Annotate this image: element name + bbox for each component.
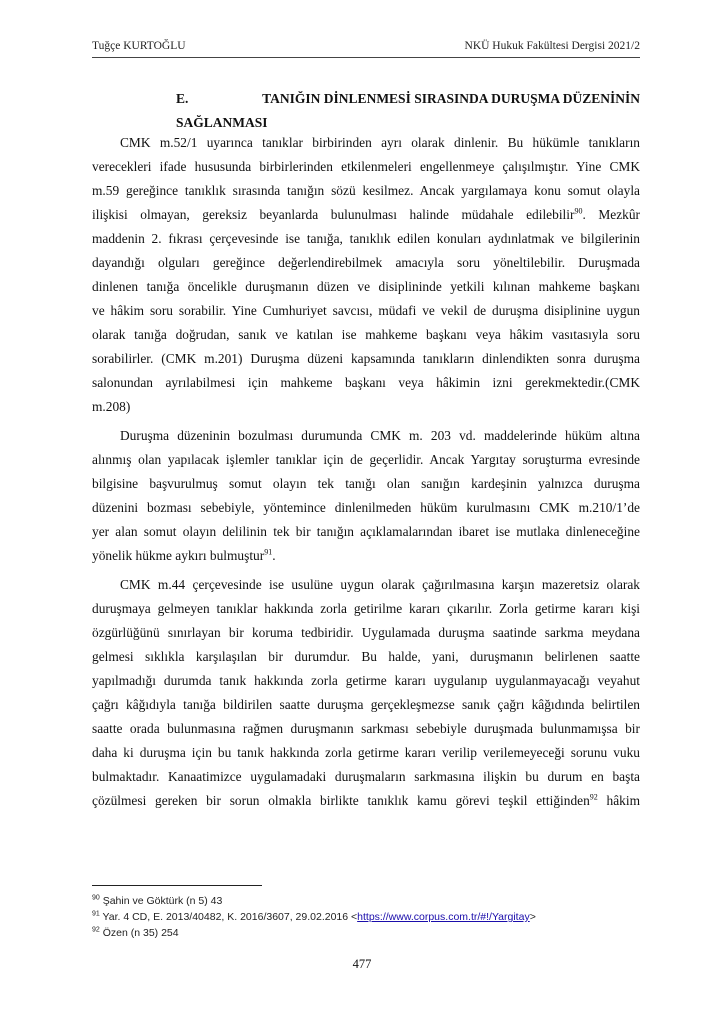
text-line: CMK m.44 çerçevesinde ise usulüne uygun olarak çağırılmasına karşın mazeretsiz olarak [120,577,640,592]
text-line: dinlenen tanığa öncelikle duruşmanın düzen ve disiplininde yetkili kılınan mahkeme başkanı [92,279,640,294]
text-line: m.208) [92,399,131,414]
text-fragment: . [272,548,276,563]
footnote-text: Yar. 4 CD, E. 2013/40482, K. 2016/3607, 29.02.2016 < [102,911,358,923]
text-line: bilgisine başvurulmuş somut olayın tek tanığı olan sanığın kardeşinin yalnızca duruşma [92,476,640,491]
section-letter: E. [176,91,189,106]
body-text [92,131,640,818]
text-line: sorabilirler. (CMK m.201) Duruşma düzeni kapsamında tanıkların dinlendikten sonra duruşma [92,351,640,366]
text-line: bulmaktadır. Kanaatimizce uygulamadaki duruşmaların sarkmasına ilişkin bu durum en başta [92,769,640,784]
footnote-91 [92,909,640,925]
footnote-92 [92,925,640,941]
header-journal: NKÜ Hukuk Fakültesi Dergisi 2021/2 [464,40,640,52]
text-line: salonundan ayrılabilmesi için mahkeme başkanı veya hâkimin izni gerekmektedir.(CMK [92,375,640,390]
text-line [92,203,640,227]
text-fragment: . Mezkûr [582,207,641,222]
footnote-link[interactable]: https://www.corpus.com.tr/#!/Yargitay [357,911,530,923]
footnote-number: 91 [92,910,100,918]
text-line [92,789,640,813]
footnote-separator [92,885,262,886]
text-line: alınmış olan yapılacak işlemler tanıklar için de geçerlidir. Ancak Yargıtay soruşturma evresinde [92,452,640,467]
text-line [92,544,640,568]
text-line: yer alan somut olayın delilinin tek bir tanığın açıklamalarından ibaret ise mutlaka dinleneceğine [92,524,640,539]
footnote-ref-90[interactable]: 90 [574,206,583,216]
footnote-text: Şahin ve Göktürk (n 5) 43 [102,895,223,907]
text-fragment: yönelik hükme aykırı bulmuştur [92,548,265,563]
text-line: duruşmaya gelmeyen tanıklar hakkında zorla getirilme kararı çıkarılır. Zorla getirme kararı kişi [92,601,640,616]
header-rule [92,57,640,58]
text-line: yapılmadığı durumda tanık hakkında zorla getirme kararı uygulanıp uygulanmayacağı veyahut [92,673,640,688]
paragraph-3 [92,573,640,813]
footnote-90 [92,893,640,909]
page-number: 477 [352,957,372,971]
text-line: dayandığı olguları gereğince değerlendirebilmek amacıyla soru yöneltilebilir. Duruşmada [92,255,640,270]
footnotes [92,893,640,941]
text-line: olarak tanığa doğrudan, sanık ve katılan ise mahkeme başkanı veya hâkim vasıtasıyla soru [92,327,640,342]
text-line: düzenini bozması sebebiyle, yöntemince dinlenilmeden hüküm kurulmasını CMK m.210/1’de [92,500,640,515]
text-fragment: hâkim [597,793,640,808]
text-line: m.59 gereğince tanıklık sırasında tanığın sözü kesilmez. Ancak yargılamaya konu somut olayla [92,183,640,198]
text-line: verecekleri ifade hususunda birbirlerinden etkilenmeleri engellenmeye çalışılmıştır. Yine CMK [92,159,640,174]
text-line: CMK m.52/1 uyarınca tanıklar birbirinden ayrı olarak dinlenir. Bu hükümle tanıkların [120,135,640,150]
text-line: maddenin 2. fıkrası çerçevesinde ise tanığa, tanıklık edilen konuları aydınlatmak ve bilgilerinin [92,231,640,246]
text-line: daha ki duruşma için bu tanık hakkında zorla getirme kararı verilip verilemeyeceği sorunu vuku [92,745,640,760]
text-fragment: çözülmesi gereken bir sorun olmakla birlikte tanıklık kamu görevi teşkil ettiğinden [92,793,590,808]
footnote-number: 90 [92,894,100,902]
header-author: Tuğçe KURTOĞLU [92,40,186,52]
footnote-ref-92[interactable]: 92 [589,792,598,802]
text-line: Duruşma düzeninin bozulması durumunda CMK m. 203 vd. maddelerinde hüküm altına [120,428,640,443]
text-line: çağrı kâğıdıyla tanığa bildirilen saatte duruşma gerçekleşmezse sanık çağrı kâğıdında belirtilen [92,697,640,712]
section-title-line2: SAĞLANMASI [176,115,268,130]
text-fragment: ilişkisi olmayan, gereksiz beyanlarda bulunulması halinde müdahale edilebilir [92,207,575,222]
section-title-line1: TANIĞIN DİNLENMESİ SIRASINDA DURUŞMA DÜZENİNİN [262,91,640,106]
section-heading [92,87,640,135]
footnote-text-end: > [529,911,536,923]
running-header [92,40,640,58]
text-line: ve hâkim soru sorabilir. Yine Cumhuriyet savcısı, müdafi ve vekil de duruşma disiplinine uygun [92,303,640,318]
footnote-number: 92 [92,926,100,934]
paragraph-2 [92,424,640,568]
footnote-text: Özen (n 35) 254 [102,927,179,939]
text-line: saatte orada bulunmasına rağmen duruşmanın sarkması sebebiyle duruşmada bulunmamışsa bir [92,721,640,736]
text-line: gelmesi sıklıkla karşılaşılan bir durumdur. Bu halde, yani, duruşmanın belirlenen saatte [92,649,640,664]
paragraph-1 [92,131,640,419]
footnote-ref-91[interactable]: 91 [264,547,273,557]
text-line: özgürlüğünü sınırlayan bir koruma tedbiridir. Uygulamada duruşma saatinde sarkma meydana [92,625,640,640]
